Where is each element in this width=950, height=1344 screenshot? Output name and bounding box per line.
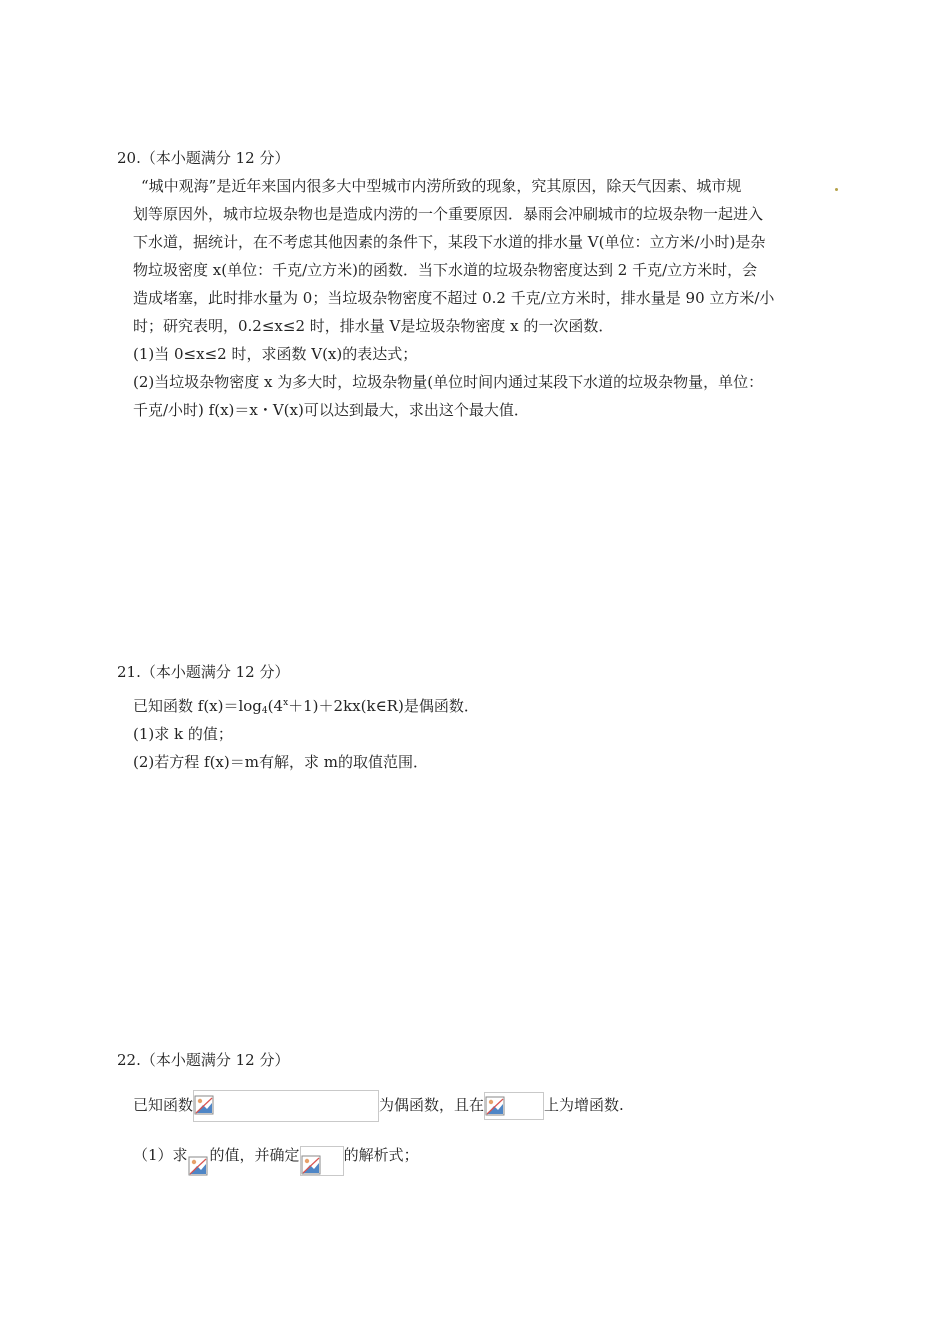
function-image-placeholder [300, 1146, 344, 1176]
broken-image-icon [194, 1095, 214, 1115]
q20-para-line-6: 时；研究表明，0.2≤x≤2 时，排水量 V是垃圾杂物密度 x 的一次函数． [133, 317, 614, 335]
q21-heading: 21.（本小题满分 12 分） [117, 663, 290, 681]
q22-heading: 22.（本小题满分 12 分） [117, 1051, 290, 1069]
q21-stem-a: 已知函数 f(x)＝log [133, 697, 262, 715]
interval-image-placeholder [484, 1092, 544, 1120]
q22-stem-c: 上为增函数. [544, 1096, 624, 1114]
broken-image-icon [485, 1096, 505, 1116]
q21-stem-b: (4 [267, 697, 284, 715]
broken-image-icon [301, 1155, 321, 1175]
q21-part-2: (2)若方程 f(x)＝m有解，求 m的取值范围． [133, 753, 428, 771]
q21-stem [133, 696, 479, 716]
q20-para-line-4: 物垃圾密度 x(单位：千克/立方米)的函数．当下水道的垃圾杂物密度达到 2 千克/立方米时，会 [133, 261, 758, 279]
q22-part-1-a: （1）求 [133, 1146, 188, 1164]
q22-part-1 [133, 1144, 419, 1176]
q22-stem-b: 为偶函数，且在 [379, 1096, 485, 1114]
variable-image-placeholder [188, 1152, 210, 1176]
q22-stem [133, 1089, 624, 1121]
q21-part-1: (1)求 k 的值； [133, 725, 233, 743]
q20-part-2-cont: 千克/小时) f(x)＝x・V(x)可以达到最大，求出这个最大值． [133, 401, 529, 419]
q20-para-line-5: 造成堵塞，此时排水量为 0；当垃圾杂物密度不超过 0.2 千克/立方米时，排水量是 90 立方米/小 [133, 289, 775, 307]
q22-part-1-b: 的值，并确定 [209, 1146, 300, 1164]
q20-part-2: (2)当垃圾杂物密度 x 为多大时，垃圾杂物量(单位时间内通过某段下水道的垃圾杂物量，单位： [133, 373, 764, 391]
q21-exponent: x [283, 698, 289, 708]
q21-log-base: 4 [261, 706, 268, 716]
formula-image-placeholder [193, 1090, 379, 1122]
q21-stem-c: ＋1)＋2kx(k∈R)是偶函数． [288, 697, 479, 715]
q22-part-1-c: 的解析式； [343, 1146, 419, 1164]
q22-stem-a: 已知函数 [133, 1096, 194, 1114]
q20-heading: 20.（本小题满分 12 分） [117, 149, 290, 167]
q20-para-line-1: “城中观海”是近年来国内很多大中型城市内涝所致的现象，究其原因，除天气因素、城市规 [141, 177, 742, 195]
q20-para-line-2: 划等原因外，城市垃圾杂物也是造成内涝的一个重要原因．暴雨会冲刷城市的垃圾杂物一起进入 [133, 205, 764, 223]
q20-part-1: (1)当 0≤x≤2 时，求函数 V(x)的表达式； [133, 345, 418, 363]
q20-para-line-3: 下水道，据统计，在不考虑其他因素的条件下，某段下水道的排水量 V(单位：立方米/小时)是杂 [133, 233, 766, 251]
broken-image-icon [188, 1156, 208, 1176]
mark-dot [835, 188, 838, 191]
